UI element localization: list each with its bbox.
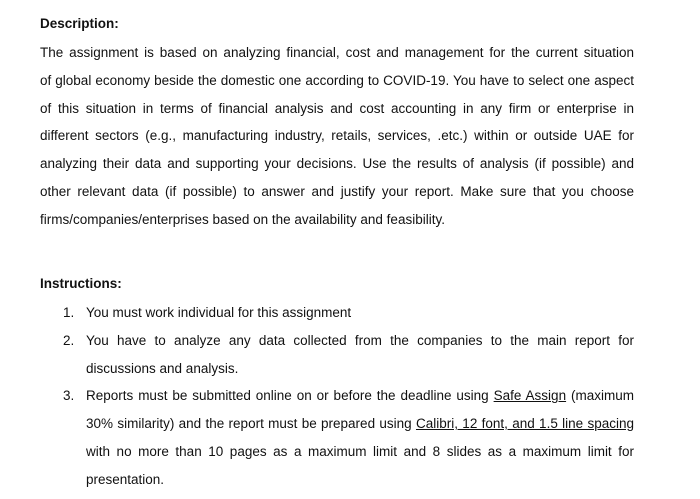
- description-line: of global economy beside the domestic one according to COVID-19. You have to select one aspect: [40, 72, 634, 88]
- list-number: 3.: [63, 388, 75, 404]
- description-line: different sectors (e.g., manufacturing industry, retails, services, .etc.) within or outside UAE for: [40, 128, 634, 144]
- instruction-item-3: [63, 382, 634, 493]
- instruction-item-1: [63, 299, 634, 327]
- description-line: other relevant data (if possible) to answer and justify your report. Make sure that you choose: [40, 183, 634, 199]
- instruction-item-2: [63, 327, 634, 383]
- instruction-text: discussions and analysis.: [86, 360, 239, 376]
- formatting-requirement-underlined: Calibri, 12 font, and 1.5 line spacing: [415, 416, 634, 432]
- description-line: of this situation in terms of financial analysis and cost accounting in any firm or enterprise in: [40, 100, 634, 116]
- description-paragraph: [40, 39, 634, 234]
- description-heading: Description:: [40, 16, 119, 31]
- instruction-text: [86, 382, 634, 410]
- instruction-text: You must work individual for this assignment: [86, 305, 352, 320]
- description-line: The assignment is based on analyzing financial, cost and management for the current situation: [40, 45, 634, 60]
- instruction-text-part: 30% similarity) and the report must be prepared using: [86, 416, 416, 432]
- list-number: 2.: [63, 332, 75, 348]
- description-line: firms/companies/enterprises based on the availability and feasibility.: [40, 211, 445, 227]
- instruction-text-part: Reports must be submitted online on or before the deadline using: [86, 388, 494, 404]
- instruction-text: presentation.: [86, 471, 165, 487]
- instructions-list: [63, 299, 634, 494]
- list-number: 1.: [63, 305, 75, 320]
- instruction-text-part: (maximum: [566, 388, 634, 404]
- instruction-text: with no more than 10 pages as a maximum limit and 8 slides as a maximum limit for: [86, 443, 634, 459]
- description-line: analyzing their data and supporting your decisions. Use the results of analysis (if possible) and: [40, 156, 634, 172]
- instructions-heading: Instructions:: [40, 276, 122, 291]
- instruction-text: You have to analyze any data collected from the companies to the main report for: [86, 332, 634, 348]
- instruction-text: [86, 410, 634, 438]
- safe-assign-link[interactable]: Safe Assign: [493, 388, 567, 404]
